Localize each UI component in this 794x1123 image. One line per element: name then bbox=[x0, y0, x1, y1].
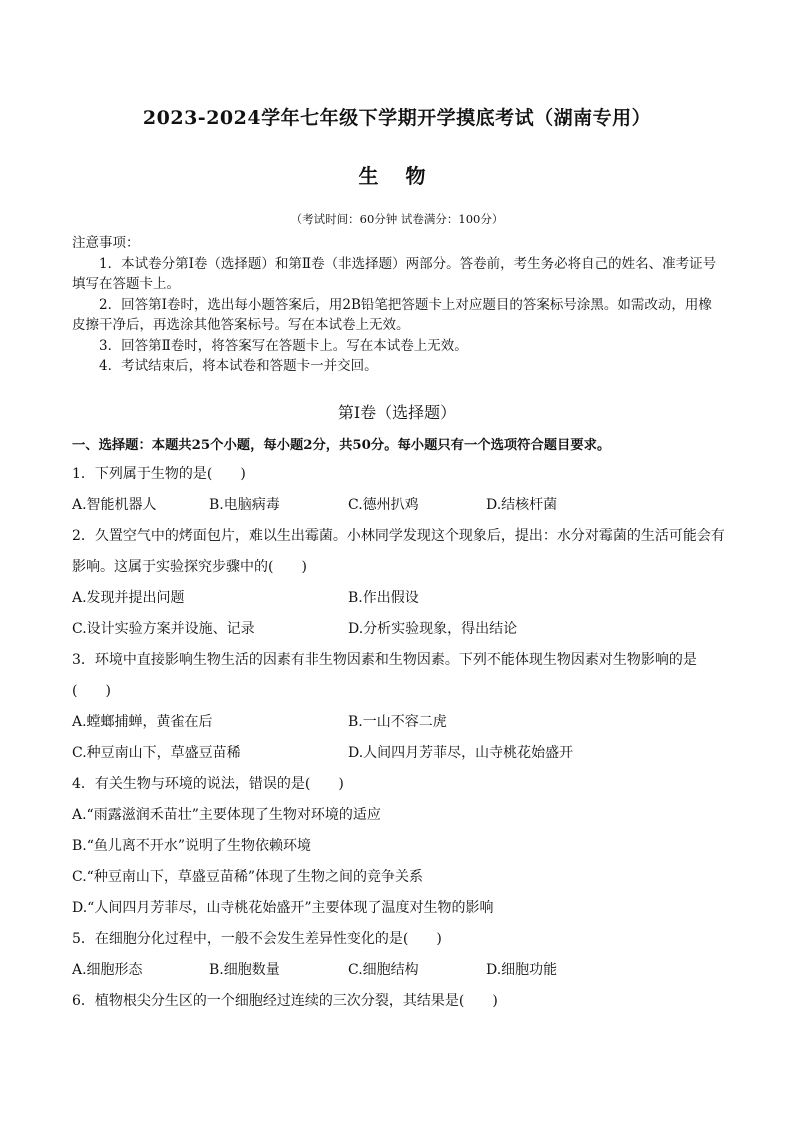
q5-option-d: D.细胞功能 bbox=[486, 962, 558, 978]
note-item: 3．回答第Ⅱ卷时，将答案写在答题卡上。写在本试卷上无效。 bbox=[99, 337, 468, 354]
q3-option-b: B.一山不容二虎 bbox=[348, 714, 447, 730]
q5-option-b: B.细胞数量 bbox=[209, 962, 280, 978]
question-2-stem: 2．久置空气中的烤面包片，难以生出霉菌。小林同学发现这个现象后，提出：水分对霉菌的生活可能会有 bbox=[72, 528, 725, 544]
q3-option-d: D.人间四月芳菲尽，山寺桃花始盛开 bbox=[348, 745, 574, 761]
q3-option-a: A.螳螂捕蝉，黄雀在后 bbox=[72, 714, 213, 730]
notes-block bbox=[72, 233, 724, 377]
question-5-stem: 5．在细胞分化过程中，一般不会发生差异性变化的是( ) bbox=[72, 931, 442, 947]
q2-option-b: B.作出假设 bbox=[348, 590, 419, 606]
q4-option-d: D.“人间四月芳菲尽，山寺桃花始盛开”主要体现了温度对生物的影响 bbox=[72, 900, 494, 916]
question-2-stem-cont: 影响。这属于实验探究步骤中的( ) bbox=[72, 559, 307, 575]
section-title: 第Ⅰ卷（选择题） bbox=[337, 403, 457, 422]
q1-option-b: B.电脑病毒 bbox=[209, 497, 280, 513]
q2-option-a: A.发现并提出问题 bbox=[72, 590, 185, 606]
q5-option-a: A.细胞形态 bbox=[72, 962, 143, 978]
q1-option-c: C.德州扒鸡 bbox=[348, 497, 419, 513]
q1-option-a: A.智能机器人 bbox=[72, 497, 157, 513]
note-item: 2．回答第Ⅰ卷时，选出每小题答案后，用2B铅笔把答题卡上对应题目的答案标号涂黑。如需改动，用橡皮擦干净后，再选涂其他答案标号。写在本试卷上无效。 bbox=[72, 296, 712, 333]
q4-option-b: B.“鱼儿离不开水”说明了生物依赖环境 bbox=[72, 838, 312, 854]
q4-option-a: A.“雨露滋润禾苗壮”主要体现了生物对环境的适应 bbox=[72, 807, 381, 823]
exam-info: （考试时间：60分钟 试卷满分：100分） bbox=[290, 212, 504, 226]
q2-option-d: D.分析实验现象，得出结论 bbox=[348, 621, 518, 637]
q3-option-c: C.种豆南山下，草盛豆苗稀 bbox=[72, 745, 241, 761]
question-3-stem-cont: ( ) bbox=[72, 683, 111, 699]
question-3-stem: 3．环境中直接影响生物生活的因素有非生物因素和生物因素。下列不能体现生物因素对生物影响的是 bbox=[72, 652, 697, 668]
subject-title: 生 物 bbox=[358, 164, 436, 188]
note-item: 1．本试卷分第Ⅰ卷（选择题）和第Ⅱ卷（非选择题）两部分。答卷前，考生务必将自己的姓名、准考证号填写在答题卡上。 bbox=[72, 255, 717, 292]
page-title: 2023-2024学年七年级下学期开学摸底考试（湖南专用） bbox=[142, 107, 652, 129]
q4-option-c: C.“种豆南山下，草盛豆苗稀”体现了生物之间的竞争关系 bbox=[72, 869, 423, 885]
part-heading: 一、选择题：本题共25个小题，每小题2分，共50分。每小题只有一个选项符合题目要求。 bbox=[72, 438, 611, 453]
question-6-stem: 6．植物根尖分生区的一个细胞经过连续的三次分裂，其结果是( ) bbox=[72, 993, 498, 1009]
q1-option-d: D.结核杆菌 bbox=[486, 497, 558, 513]
question-1-stem: 1．下列属于生物的是( ) bbox=[72, 466, 246, 482]
notes-heading: 注意事项： bbox=[72, 235, 140, 251]
q5-option-c: C.细胞结构 bbox=[348, 962, 419, 978]
question-4-stem: 4．有关生物与环境的说法，错误的是( ) bbox=[72, 776, 344, 792]
q2-option-c: C.设计实验方案并设施、记录 bbox=[72, 621, 255, 637]
note-item: 4．考试结束后，将本试卷和答题卡一并交回。 bbox=[99, 358, 378, 374]
